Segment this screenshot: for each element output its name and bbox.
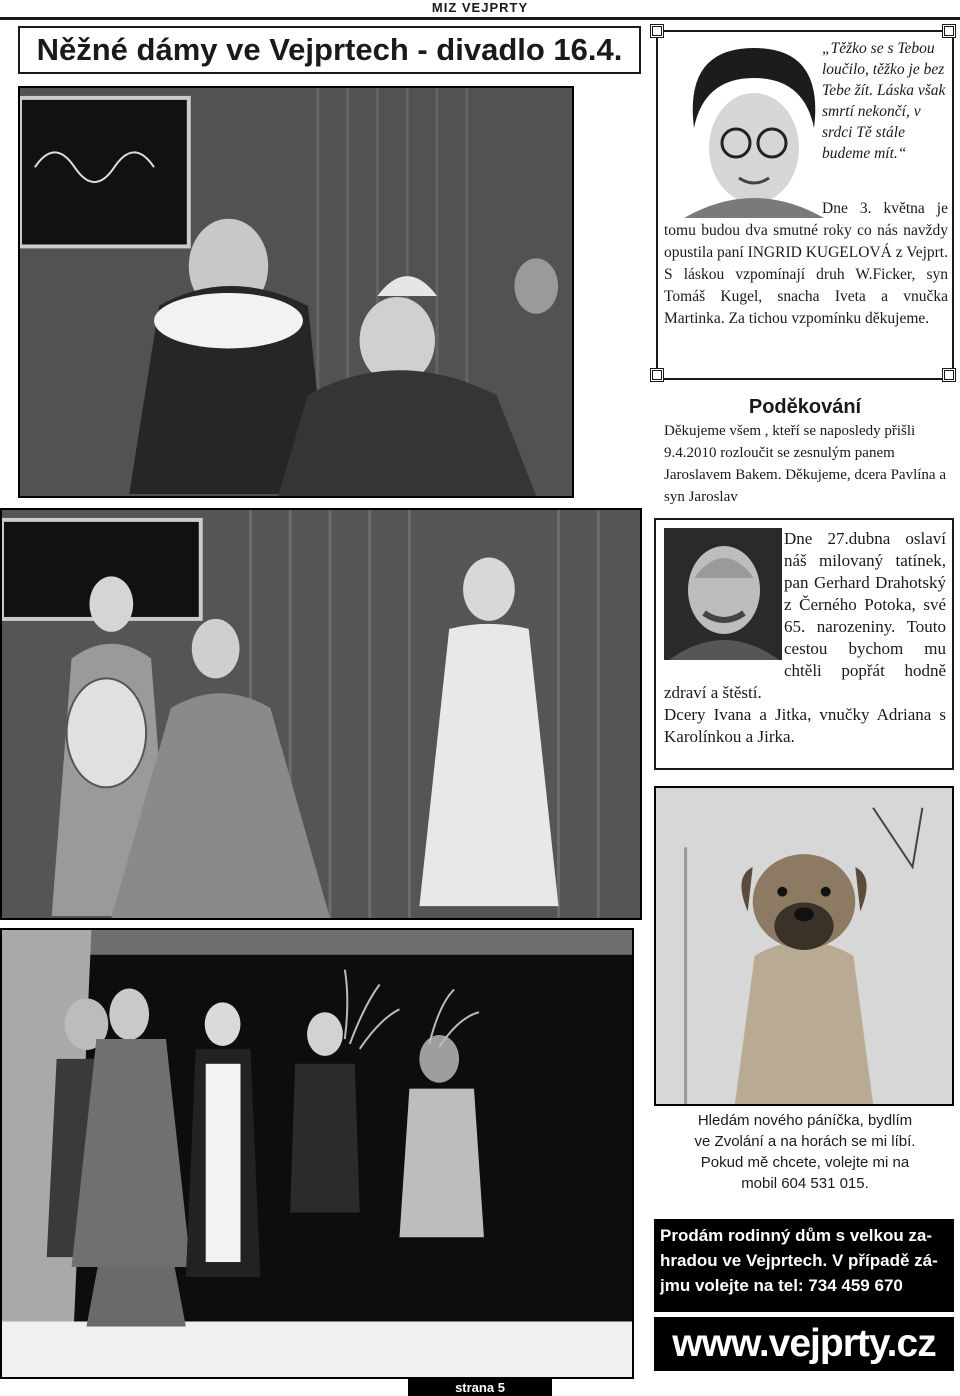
dog-icon <box>656 788 952 1104</box>
house-ad-line: hradou ve Vejprtech. V případě zá- <box>660 1251 938 1270</box>
page-number: strana 5 <box>408 1379 552 1396</box>
thanks-heading: Poděkování <box>748 396 862 418</box>
obituary-body: Dne 3. května je tomu budou dva smutné roky co nás navždy opustila paní INGRID KUGELOVÁ z Vejprt. S láskou vzpomínají druh W.Ficker, syn Tomáš Kugel, snacha Iveta a vnučka Martinka. Za tichou vzpomínku děkujeme. <box>664 200 948 327</box>
birthday-signature: Dcery Ivana a Jitka, vnučky Adriana s Karolínkou a Jirka. <box>664 705 946 746</box>
corner-ornament <box>942 24 956 38</box>
dog-ad-line: Hledám nového páníčka, bydlím <box>697 1112 913 1129</box>
dog-photo <box>654 786 954 1106</box>
header-rule <box>0 17 960 20</box>
corner-ornament <box>942 368 956 382</box>
birthday-text <box>664 528 946 748</box>
website-url[interactable]: www.vejprty.cz <box>654 1317 954 1371</box>
house-sale-ad <box>654 1219 954 1312</box>
dog-ad-line: mobil 604 531 015. <box>741 1175 869 1192</box>
house-ad-line: jmu volejte na tel: 734 459 670 <box>660 1276 903 1295</box>
dog-ad-line: ve Zvolání a na horách se mi líbí. <box>694 1133 916 1150</box>
theatre-actresses-icon <box>2 510 640 918</box>
dog-ad-line: Pokud mě chcete, volejte mi na <box>700 1154 910 1171</box>
thanks-text: Děkujeme všem , kteří se naposledy přišli 9.4.2010 rozloučit se zesnulým panem Jaroslavem Bakem. Děkujeme, dcera Pavlína a syn Jaroslav <box>664 423 946 505</box>
theatre-curtain-call-icon <box>2 930 632 1377</box>
theatre-actors-icon <box>20 88 572 496</box>
dog-ad-text <box>656 1110 954 1194</box>
obituary-quote: „Těžko se s Tebou loučilo, těžko je bez Tebe žít. Láska však smrtí nekončí, v srdci Tě stále budeme mít.“ <box>822 40 946 162</box>
house-ad-line: Prodám rodinný dům s velkou za- <box>660 1226 933 1245</box>
page-title: Něžné dámy ve Vejprtech - divadlo 16.4. <box>36 32 623 67</box>
woman-portrait-icon <box>664 38 824 218</box>
section-label: MIZ VEJPRTY <box>431 0 529 15</box>
obituary-text <box>664 198 948 330</box>
corner-ornament <box>650 368 664 382</box>
corner-ornament <box>650 24 664 38</box>
stage-photo-3 <box>0 928 634 1379</box>
obituary-portrait <box>664 38 824 218</box>
stage-photo-1 <box>18 86 574 498</box>
stage-photo-2 <box>0 508 642 920</box>
birthday-body: Dne 27.dubna oslaví náš milovaný tatínek, pan Gerhard Drahotský z Černého Potoka, své 65. narozeniny. Touto cestou bychom mu chtěli popřát hodně zdraví a štěstí. <box>664 529 946 702</box>
